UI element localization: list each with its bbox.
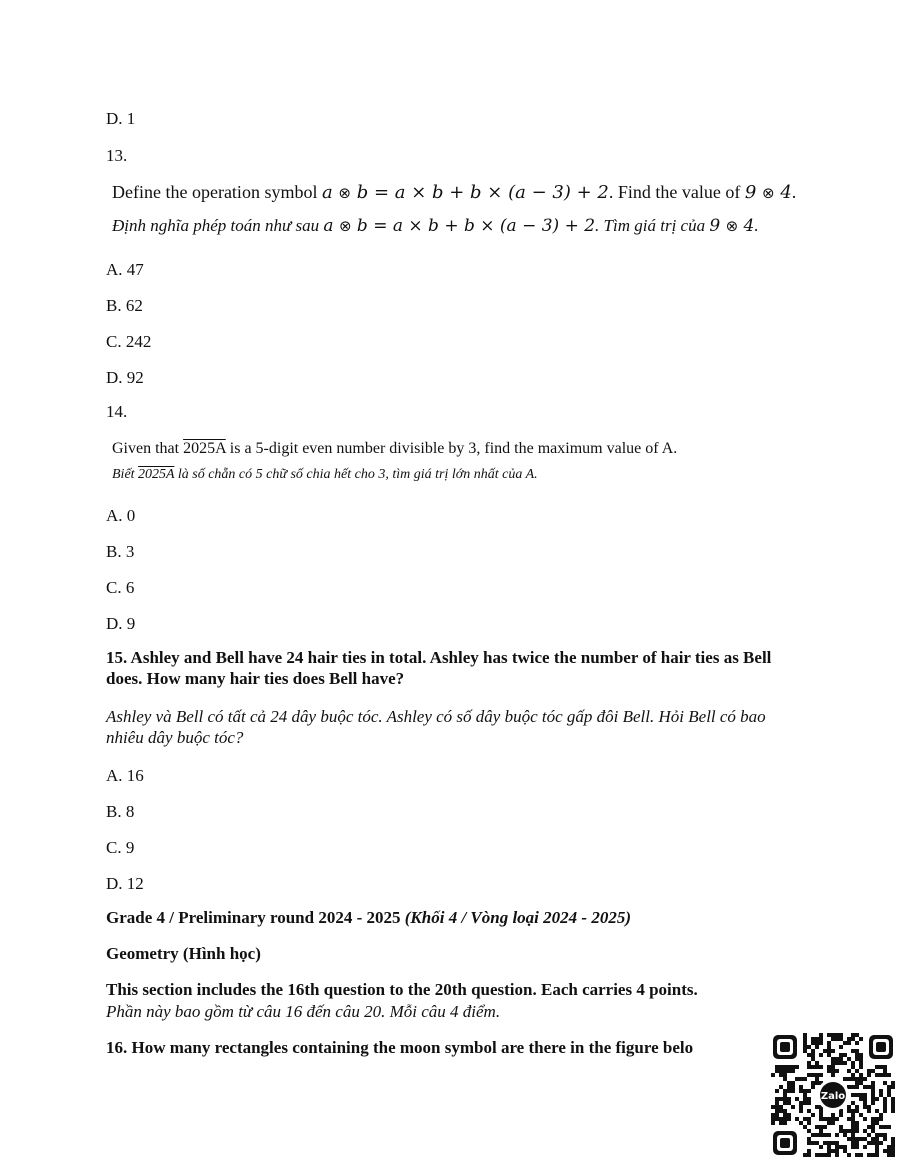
q14-question-en: Given that 2025A is a 5-digit even number divisible by 3, find the maximum value of A. (112, 440, 678, 457)
q16-question-en: 16. How many rectangles containing the moon symbol are there in the figure belo (106, 1038, 694, 1057)
q15-option-a: A. 16 (106, 766, 144, 785)
section-grade-title: Grade 4 / Preliminary round 2024 - 2025 (Khối 4 / Vòng loại 2024 - 2025) (106, 908, 631, 927)
q14-option-d: D. 9 (106, 614, 136, 633)
section-topic: Geometry (Hình học) (106, 944, 261, 963)
zalo-qr-code (771, 1033, 895, 1157)
section-note-vi: Phần này bao gồm từ câu 16 đến câu 20. Mỗi câu 4 điểm. (106, 1002, 501, 1021)
q14-overline-number: 2025A (183, 440, 226, 457)
q15-question-en: 15. Ashley and Bell have 24 hair ties in total. Ashley has twice the number of hair ties as Bell does. How many hair ties does Bell have? (106, 648, 772, 688)
q13-option-d: D. 92 (106, 368, 144, 387)
q14-number: 14. (106, 402, 128, 421)
q13-option-c: C. 242 (106, 332, 152, 351)
q13-question-en: Define the operation symbol a ⊗ b = a × b + b × (a − 3) + 2. Find the value of 9 ⊗ 4. (112, 182, 797, 203)
q14-option-a: A. 0 (106, 506, 136, 525)
q15-option-b: B. 8 (106, 802, 135, 821)
q13-number: 13. (106, 146, 128, 165)
q14-question-vi: Biết 2025A là số chẵn có 5 chữ số chia hết cho 3, tìm giá trị lớn nhất của A. (112, 467, 538, 482)
section-note-en: This section includes the 16th question to the 20th question. Each carries 4 points. (106, 980, 698, 999)
q13-option-b: B. 62 (106, 296, 143, 315)
q15-question-vi: Ashley và Bell có tất cả 24 dây buộc tóc. Ashley có số dây buộc tóc gấp đôi Bell. Hỏi Bell có bao nhiêu dây buộc tóc? (106, 707, 766, 747)
q14-option-b: B. 3 (106, 542, 135, 561)
q13-question-vi: Định nghĩa phép toán như sau a ⊗ b = a × b + b × (a − 3) + 2. Tìm giá trị của 9 ⊗ 4. (112, 216, 759, 236)
q12-option-d: D. 1 (106, 109, 136, 128)
q15-option-c: C. 9 (106, 838, 135, 857)
zalo-logo-label: Zalo (820, 1091, 846, 1102)
q13-formula: a ⊗ b = a × b + b × (a − 3) + 2 (321, 182, 609, 203)
q14-option-c: C. 6 (106, 578, 135, 597)
q15-option-d: D. 12 (106, 874, 144, 893)
q13-option-a: A. 47 (106, 260, 144, 279)
q13-target-expr: 9 ⊗ 4 (744, 182, 792, 203)
